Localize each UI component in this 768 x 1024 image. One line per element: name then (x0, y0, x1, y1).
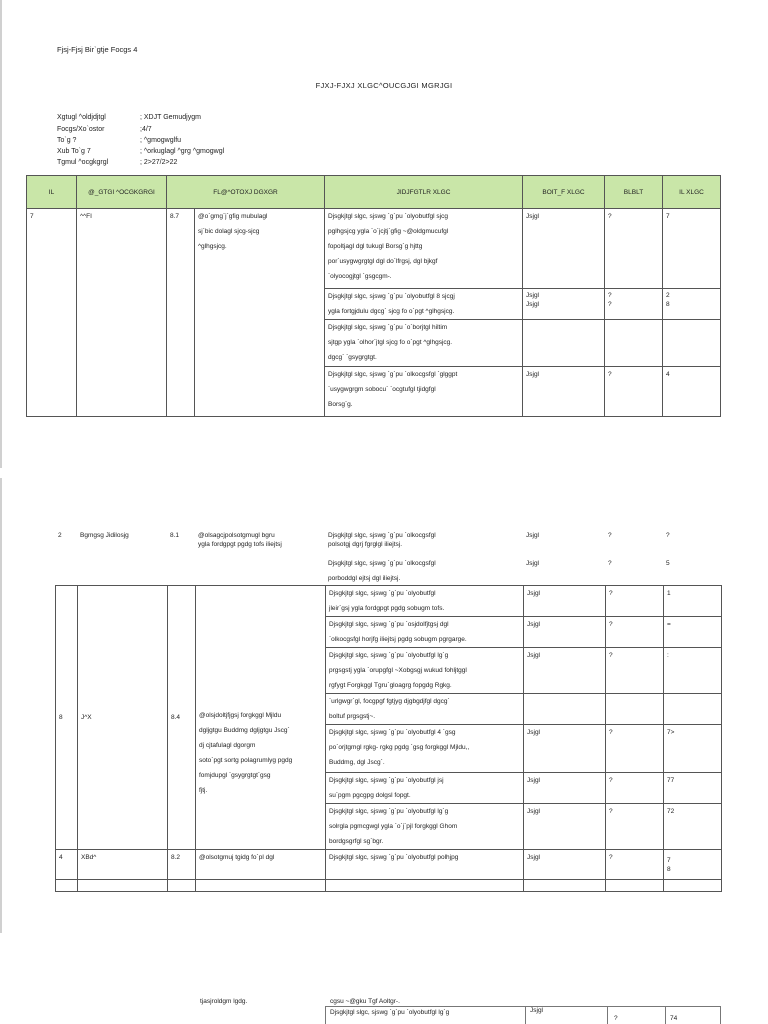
indicator-line: Borsg`g. (328, 401, 353, 408)
item-number-cell: 72 (664, 804, 722, 850)
form-cell: Jsjgl (524, 617, 606, 648)
empty-cell (78, 880, 168, 892)
row-number: 2 (58, 532, 62, 539)
indicator-cell (325, 320, 523, 367)
item-number-cell (664, 850, 722, 880)
column-divider (325, 1006, 326, 1024)
column-divider (720, 1006, 721, 1024)
kd-spacer (199, 638, 322, 708)
meta-value: ; ^gmogwglfu (140, 137, 182, 144)
bobot-cell: ? (608, 560, 612, 567)
column-divider (607, 1006, 608, 1024)
header-item-no: IL XLGC (663, 176, 721, 209)
indicator-line: jleir`gsj ygla fordgpgt pgdg sobugm tofs. (329, 605, 445, 612)
row-kd-text (195, 209, 325, 417)
bobot-cell: ? (614, 1015, 618, 1022)
item-number-cell: 74 (670, 1015, 678, 1022)
form-cell: Jsjgl (524, 804, 606, 850)
form-cell: Jsjgl (524, 725, 606, 773)
form-cell: Jsjgl (530, 1007, 544, 1014)
document-title: FJXJ-FJXJ XLGC^OUCGJGI MGRJGI (315, 81, 453, 90)
indicator-cell (326, 617, 524, 648)
form-cell: Jsjgl (524, 648, 606, 694)
table-row (27, 209, 721, 289)
form-cell (524, 694, 606, 725)
kd-line: @olsjdoltjfjgsj forgkggl Mjldu (199, 711, 282, 719)
item-number-cell: : (664, 648, 722, 694)
meta-label: To`g ? (57, 137, 77, 144)
bobot-cell: ? (605, 209, 663, 289)
empty-cell (606, 880, 664, 892)
bobot-cell (605, 289, 663, 320)
form-cell: Jsjgl (526, 532, 540, 539)
indicator-cell (326, 850, 524, 880)
row-subject: XBd^ (78, 850, 168, 880)
bobot-cell: ? (608, 532, 612, 539)
indicator-line: solrgla pgmcgwgl ygla `o`j`pjl forgkggl Ghom (329, 823, 458, 830)
kd-line: fjtj. (199, 786, 208, 794)
item-number-cell: 1 (664, 586, 722, 617)
empty-cell (664, 880, 722, 892)
indicator-line: Djsgkjtgl slgc, sjswg `g`pu `olyobutfgl sjcg (328, 213, 448, 220)
grid-table-page1 (26, 175, 721, 417)
indicator-cell (326, 725, 524, 773)
indicator-line: ygla fortgjdulu dgcg` sjcg fo o`pgt ^glhgsjcg. (328, 308, 455, 315)
indicator-cell (325, 528, 523, 556)
kd-line: fomjdupgl `gsygrgtgt`gsg (199, 771, 271, 779)
row-subject: J^X (78, 586, 168, 850)
header-kd: FL@^OTOXJ DGXGR (167, 176, 325, 209)
form-cell (523, 289, 605, 320)
row-number: 7 (27, 209, 77, 417)
indicator-line: Djsgkjtgl slgc, sjswg `g`pu `olyobutfgl 4 `gsg (329, 729, 456, 736)
grid-table-page2 (55, 585, 722, 892)
table-row (56, 850, 722, 880)
kd-continuation: tjasjroldgm lgdg. (200, 998, 248, 1005)
indicator-line: Djsgkjtgl slgc, sjswg `g`pu `o`borjtgl hiltim (328, 324, 448, 331)
form-cell: Jsjgl (524, 850, 606, 880)
form-cell: Jsjgl (526, 560, 540, 567)
item-number-value: 2 8 (666, 292, 670, 308)
item-number-cell: 7 (663, 209, 721, 289)
item-number-cell: 4 (663, 367, 721, 417)
item-number-cell: 77 (664, 773, 722, 804)
item-number-cell (664, 694, 722, 725)
meta-label: Xub To`g 7 (57, 148, 91, 155)
indicator-line: Djsgkjtgl slgc, sjswg `g`pu `olyobutfgl (329, 590, 436, 597)
indicator-line: Djsgkjtgl slgc, sjswg `g`pu `olyobutfgl 8 sjcgj (328, 293, 455, 300)
empty-cell (326, 880, 524, 892)
meta-value: ; XDJT Gemudjygm (140, 114, 201, 121)
indicator-cell (325, 209, 523, 289)
bobot-cell: ? (606, 725, 664, 773)
empty-cell (56, 880, 78, 892)
row-number: 4 (56, 850, 78, 880)
table-row (55, 528, 721, 556)
item-number-value: 7 8 (667, 857, 671, 873)
bobot-cell (605, 320, 663, 367)
indicator-line: bordgsgrfgl sg`bgr. (329, 838, 384, 845)
indicator-line: `urlgwgr`gl, focgpgf fgtjyg djgbgdjfgl dgcg` (329, 698, 450, 705)
form-cell: Jsjgl (524, 773, 606, 804)
item-number-cell (663, 289, 721, 320)
item-number-cell: 5 (666, 560, 670, 567)
row-divider (325, 1006, 721, 1007)
indicator-line: polsotgj dgrj fgrglgl iliejtsj. (328, 541, 403, 548)
indicator-line: Djsgkjtgl slgc, sjswg `g`pu `olkocgsfgl (328, 532, 436, 539)
empty-cell (196, 880, 326, 892)
indicator-line: `olyocogjtgl `gsgcgm-. (328, 273, 392, 280)
table-row (56, 880, 722, 892)
indicator-cell (325, 367, 523, 417)
kd-line: dj cjtafulagl dgorgm (199, 741, 256, 749)
indicator-line: su`pgm pgcgpg dolgsl fopgt. (329, 792, 411, 799)
indicator-cell (326, 694, 524, 725)
indicator-cell (326, 773, 524, 804)
indicator-line: pglhgsjcg ygla `o`jcjtj`gfig ~@oldgmucufgl (328, 228, 449, 235)
row-kd-text (196, 586, 326, 850)
header-bobot: BLBLT (605, 176, 663, 209)
header-subject: @_GTGI ^OCGKGRGI (77, 176, 167, 209)
indicator-cell (325, 556, 523, 586)
indicator-cell (326, 648, 524, 694)
empty-cell (524, 880, 606, 892)
document-header: Fjsj-Fjsj Bir`gtje Focgs 4 (57, 45, 138, 54)
kd-line: ^glhgsjcg. (198, 243, 227, 250)
meta-label: Focgs/Xo`ostor (57, 126, 105, 133)
row-number: 8 (56, 586, 78, 850)
page-edge (0, 478, 2, 933)
form-cell: Jsjgl (523, 209, 605, 289)
header-no: IL (27, 176, 77, 209)
grid-table-page2-top (55, 528, 721, 586)
indicator-line: Djsgkjtgl slgc, sjswg `g`pu `olyobutfgl lg`g (329, 808, 449, 815)
row-subject: ^^FI (77, 209, 167, 417)
indicator-continuation: cgsu ~@gku Tgf Aoltgr-. (330, 998, 400, 1005)
item-number-cell (663, 320, 721, 367)
table-header-row (27, 176, 721, 209)
indicator-line: Djsgkjtgl slgc, sjswg `g`pu `olyobutfgl polhjpg (329, 854, 459, 861)
bobot-cell: ? (606, 804, 664, 850)
bobot-cell: ? (605, 367, 663, 417)
indicator-line: fopoltjagl dgl tukugl Borsg`g hjttg (328, 243, 423, 250)
indicator-line: `olkocgsfgl horjfg iliejtsj pgdg sobugm pgrgarge. (329, 636, 467, 643)
form-value: Jsjgl Jsjgl (526, 292, 540, 308)
indicator-line: por`usygwgrgtgl dgl do`lfrgsj, dgl bjkgf (328, 258, 438, 265)
bobot-cell: ? (606, 617, 664, 648)
bobot-cell: ? (606, 586, 664, 617)
table-row (56, 586, 722, 617)
page-edge (0, 0, 2, 468)
form-cell: Jsjgl (523, 367, 605, 417)
item-number-cell: ? (666, 532, 670, 539)
indicator-cell (325, 289, 523, 320)
meta-value: ; 2>27/2>22 (140, 159, 178, 166)
indicator-cell (326, 804, 524, 850)
indicator-line: Djsgkjtgl slgc, sjswg `g`pu `olyobutfgl lg`g (329, 652, 449, 659)
kd-line: dgljgtgu Buddmg dgljgtgu Jscg` (199, 726, 290, 734)
indicator-line: Buddmg, dgl Jscg`. (329, 759, 385, 766)
column-divider (665, 1006, 666, 1024)
bobot-cell: ? (606, 850, 664, 880)
form-cell: Jsjgl (524, 586, 606, 617)
bobot-cell: ? (606, 773, 664, 804)
indicator-line: Djsgkjtgl slgc, sjswg `g`pu `olkocgsfgl (328, 560, 436, 567)
bobot-cell: ? (606, 648, 664, 694)
indicator-line: Djsgkjtgl slgc, sjswg `g`pu `olyobutfgl jsj (329, 777, 444, 784)
indicator-line: `usygwgrgm sobocu` `ocgtufgl tjidgfgl (328, 386, 436, 393)
indicator-cell (326, 586, 524, 617)
kd-line: @olsotgmuj tgidg fo`pl dgl (199, 854, 275, 861)
indicator-line: dgcg` `gsygrgtgt. (328, 354, 377, 361)
row-kd-number: 8.1 (170, 532, 180, 539)
indicator-line: sjtgp ygla `olhor`jtgl sjcg fo o`pgt ^glhgsjcg. (328, 339, 453, 346)
indicator-line: Djsgkjtgl slgc, sjswg `g`pu `olyobutfgl lg`g (330, 1009, 450, 1016)
kd-line: soto`pgt sortg polagrumlyg pgdg (199, 756, 293, 764)
kd-line: ygla fordgpgt pgdg tofs iliejtsj (198, 541, 282, 548)
kd-line: @olsagcjpolsotgmugl bgru (198, 532, 275, 539)
indicator-line: rgfygt Forgkggl Tgru`gloagrg fopgdg Rgkg. (329, 682, 452, 689)
item-number-cell: 7> (664, 725, 722, 773)
indicator-line: prgsgstj ygla `orupgfgl ~Xobgsgj wukud fohljtggl (329, 667, 467, 674)
meta-label: Tgmul ^ocgkgrgl (57, 159, 109, 166)
kd-line: sj`bic dolagl sjcg-sjcg (198, 228, 260, 235)
meta-value: ;4/7 (140, 126, 152, 133)
row-kd-number: 8.7 (167, 209, 195, 417)
kd-line: @o`gmg`j`gfig mubulagl (198, 213, 268, 220)
bobot-cell (606, 694, 664, 725)
row-subject: Bgmgsg Jidilosjg (80, 532, 129, 539)
indicator-line: boltuf prgsgstj~. (329, 713, 376, 720)
empty-cell (168, 880, 196, 892)
row-kd-number: 8.2 (168, 850, 196, 880)
row-kd-text (195, 528, 325, 586)
form-cell (523, 320, 605, 367)
bobot-value: ? ? (608, 292, 612, 308)
row-kd-number: 8.4 (168, 586, 196, 850)
indicator-line: Djsgkjtgl slgc, sjswg `g`pu `olkocgsfgl `glggpt (328, 371, 458, 378)
header-form: BOIT_F XLGC (523, 176, 605, 209)
indicator-line: Djsgkjtgl slgc, sjswg `g`pu `osjdolfjtgsj dgl (329, 621, 449, 628)
row-kd-text (196, 850, 326, 880)
item-number-cell: = (664, 617, 722, 648)
meta-label: Xgtugl ^oldjdjtgl (57, 114, 106, 121)
indicator-line: po`orjtgmgl rgkg- rgkg pgdg `gsg forgkggl Mjldu,, (329, 744, 470, 751)
meta-value: ; ^orkuglagl ^grg ^gmogwgl (140, 148, 225, 155)
header-indicator: JIDJFGTLR XLGC (325, 176, 523, 209)
column-divider (525, 1006, 526, 1024)
indicator-line: porboddgl ejtsj dgl iliejtsj. (328, 575, 401, 582)
